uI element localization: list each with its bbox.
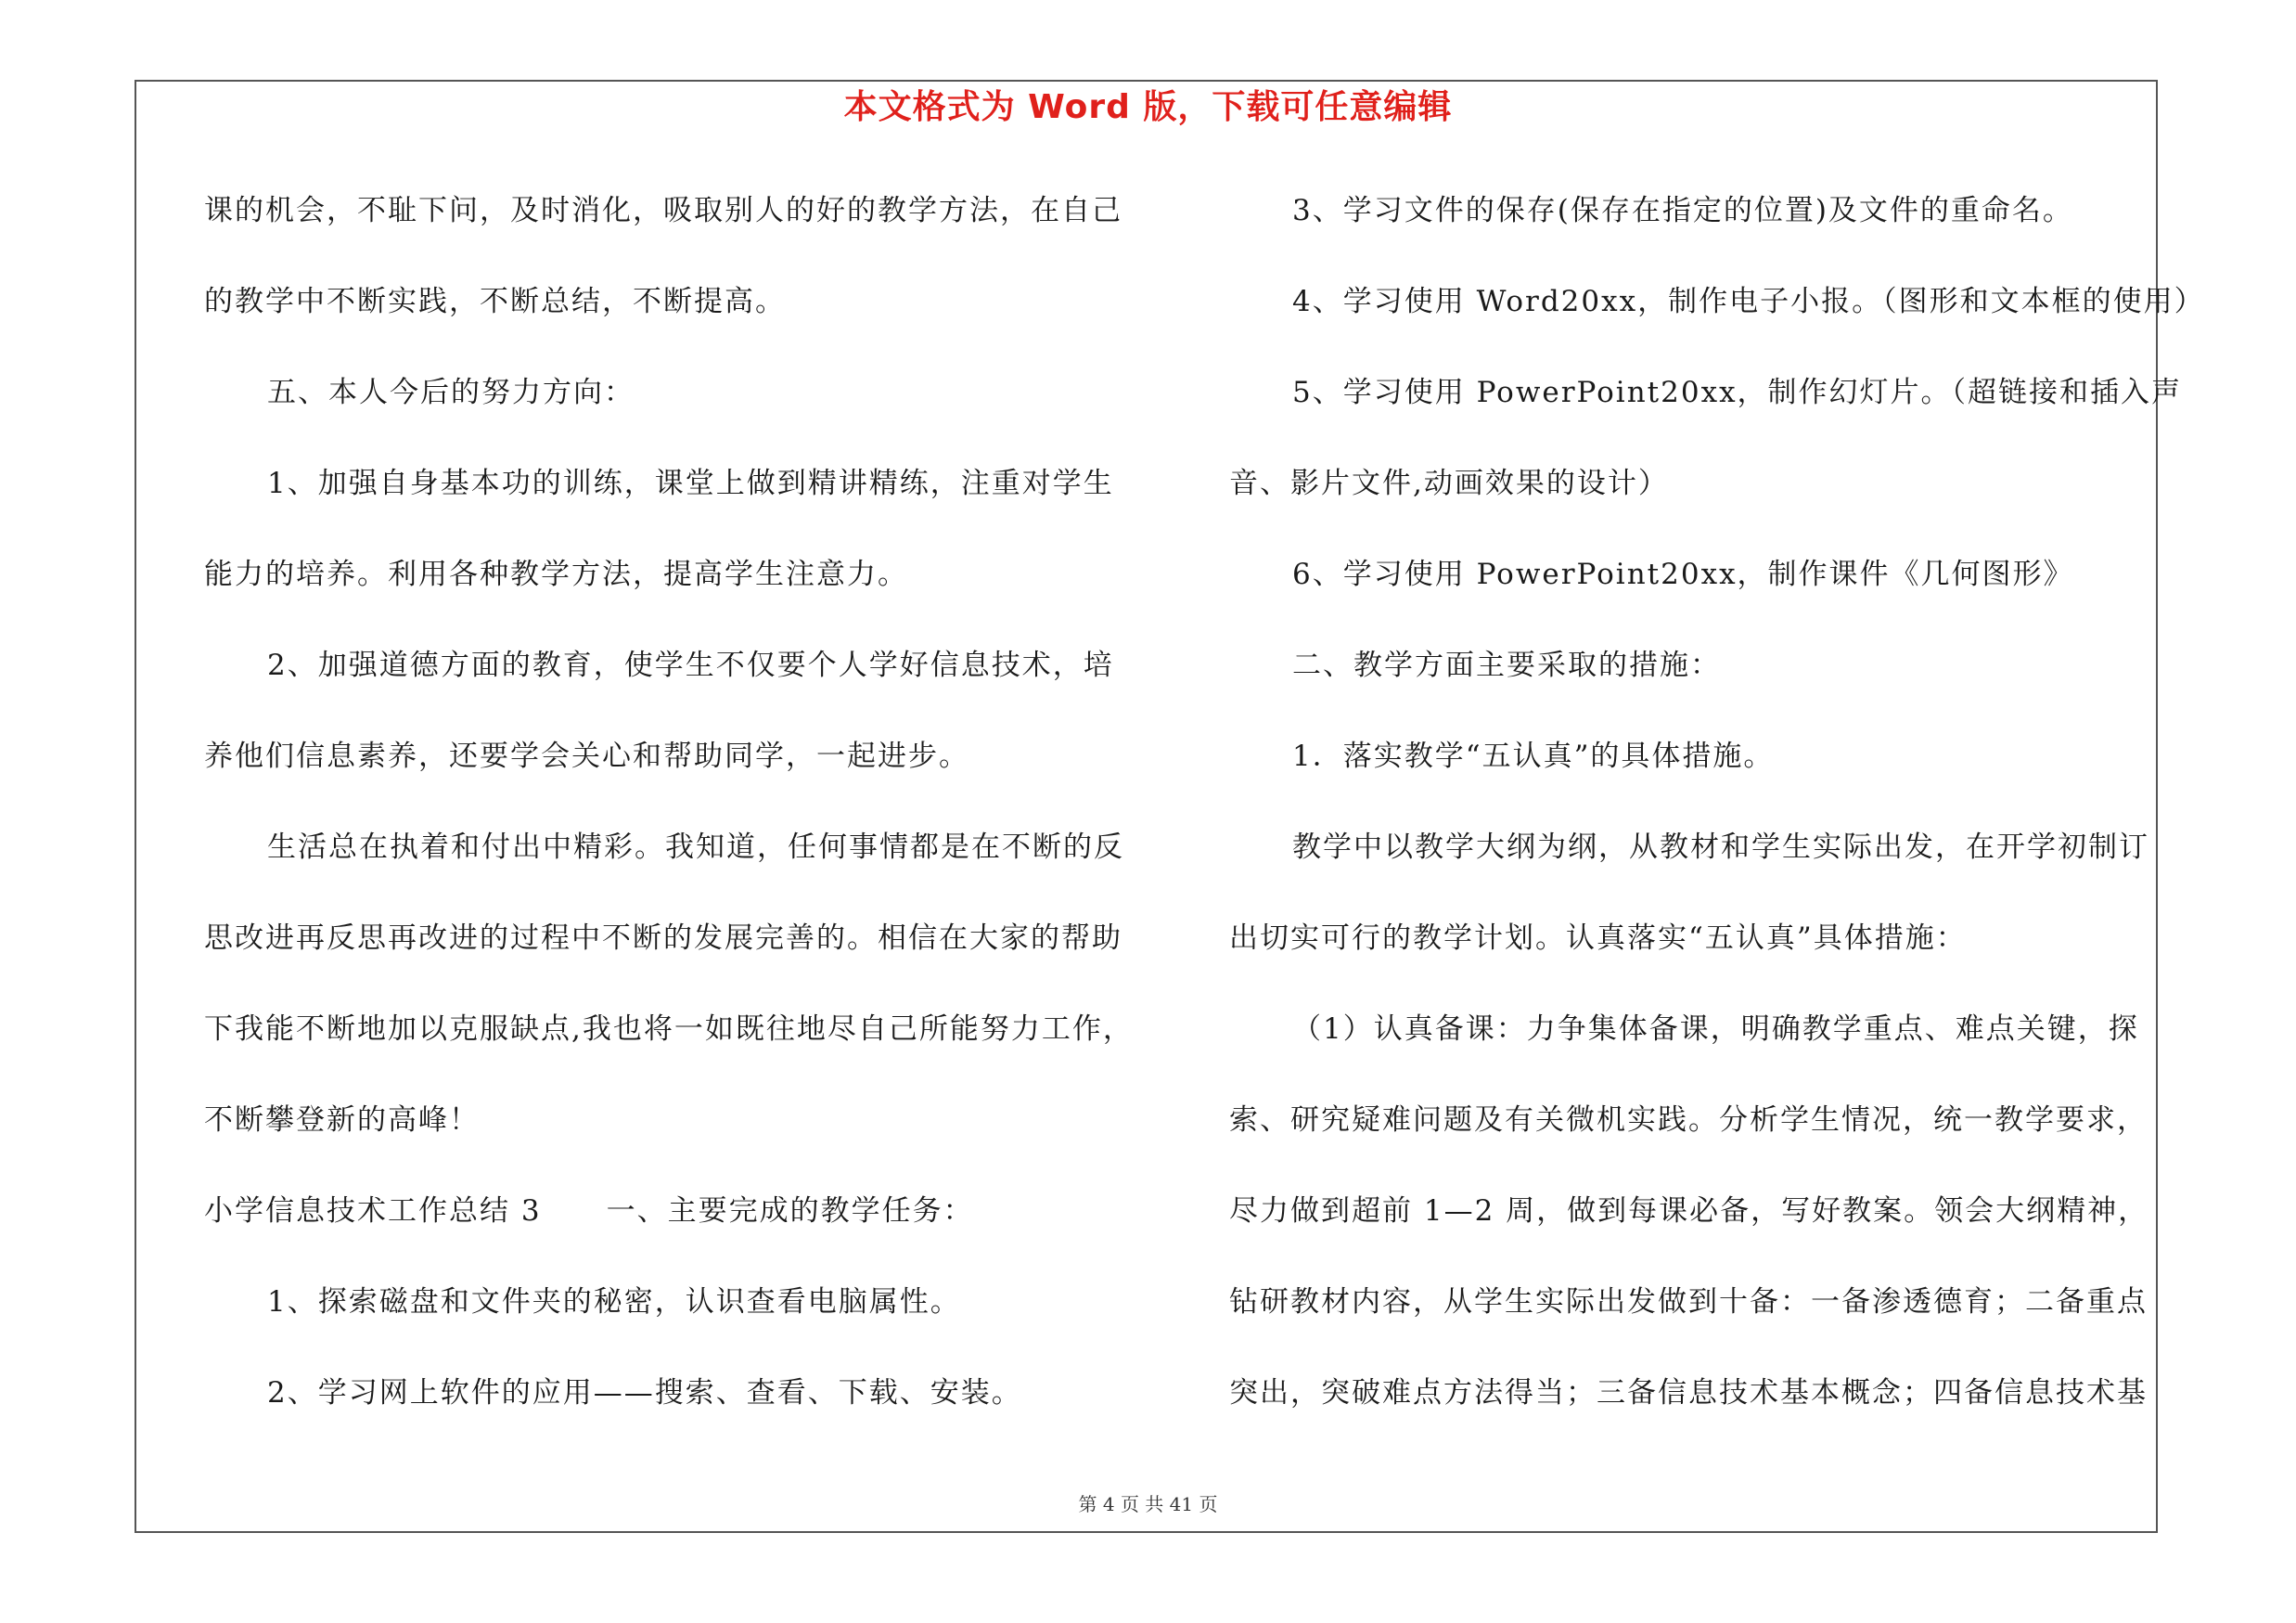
paragraph-line: 音、影片文件,动画效果的设计） [1229, 467, 1669, 500]
list-item: 1、探索磁盘和文件夹的秘密，认识查看电脑属性。 [267, 1285, 961, 1319]
paragraph-line: 索、研究疑难问题及有关微机实践。分析学生情况，统一教学要求， [1229, 1103, 2148, 1137]
left-text-column [204, 183, 1141, 1456]
paragraph-line: 下我能不断地加以克服缺点,我也将一如既往地尽自己所能努力工作， [204, 1012, 1134, 1046]
list-item: 4、学习使用 Word20xx，制作电子小报。（图形和文本框的使用） [1292, 285, 2205, 318]
paragraph-line: 不断攀登新的高峰！ [204, 1103, 480, 1137]
section-heading: 五、本人今后的努力方向： [267, 376, 635, 409]
document-heading-line [204, 1183, 1141, 1274]
paragraph-line: 的教学中不断实践，不断总结，不断提高。 [204, 285, 786, 318]
paragraph-line: （1）认真备课：力争集体备课，明确教学重点、难点关键，探 [1292, 1012, 2139, 1046]
paragraph-line: 出切实可行的教学计划。认真落实“五认真”具体措施： [1229, 921, 1967, 955]
paragraph-line: 养他们信息素养，还要学会关心和帮助同学，一起进步。 [204, 740, 969, 773]
paragraph-line: 教学中以教学大纲为纲，从教材和学生实际出发，在开学初制订 [1292, 831, 2149, 864]
list-item: 5、学习使用 PowerPoint20xx，制作幻灯片。（超链接和插入声 [1292, 376, 2183, 409]
paragraph-line: 钻研教材内容，从学生实际出发做到十备：一备渗透德育；二备重点 [1229, 1285, 2148, 1319]
paragraph-line: 思改进再反思再改进的过程中不断的发展完善的。相信在大家的帮助 [204, 921, 1122, 955]
document-title: 小学信息技术工作总结 3 [204, 1194, 542, 1228]
paragraph-line: 1、加强自身基本功的训练，课堂上做到精讲精练，注重对学生 [267, 467, 1114, 500]
paragraph-line: 2、加强道德方面的教育，使学生不仅要个人学好信息技术，培 [267, 649, 1114, 682]
section-heading: 二、教学方面主要采取的措施： [1292, 649, 1721, 682]
format-notice-banner: 本文格式为 Word 版，下载可任意编辑 [843, 88, 1453, 126]
paragraph-line: 尽力做到超前 1—2 周，做到每课必备，写好教案。领会大纲精神， [1229, 1194, 2149, 1228]
right-text-column [1229, 183, 2205, 1456]
list-item: 2、学习网上软件的应用——搜索、查看、下载、安装。 [267, 1376, 1022, 1410]
section-heading: 一、主要完成的教学任务： [606, 1194, 974, 1228]
page-number-footer: 第 4 页 共 41 页 [1078, 1493, 1218, 1515]
subsection-heading: 1．落实教学“五认真”的具体措施。 [1292, 740, 1775, 773]
paragraph-line: 能力的培养。利用各种教学方法，提高学生注意力。 [204, 558, 908, 591]
paragraph-line: 突出，突破难点方法得当；三备信息技术基本概念；四备信息技术基 [1229, 1376, 2148, 1410]
paragraph-line: 生活总在执着和付出中精彩。我知道，任何事情都是在不断的反 [267, 831, 1124, 864]
paragraph-line: 课的机会，不耻下问，及时消化，吸取别人的好的教学方法，在自己 [204, 194, 1122, 227]
list-item: 6、学习使用 PowerPoint20xx，制作课件《几何图形》 [1292, 558, 2074, 591]
list-item: 3、学习文件的保存(保存在指定的位置)及文件的重命名。 [1292, 194, 2073, 227]
